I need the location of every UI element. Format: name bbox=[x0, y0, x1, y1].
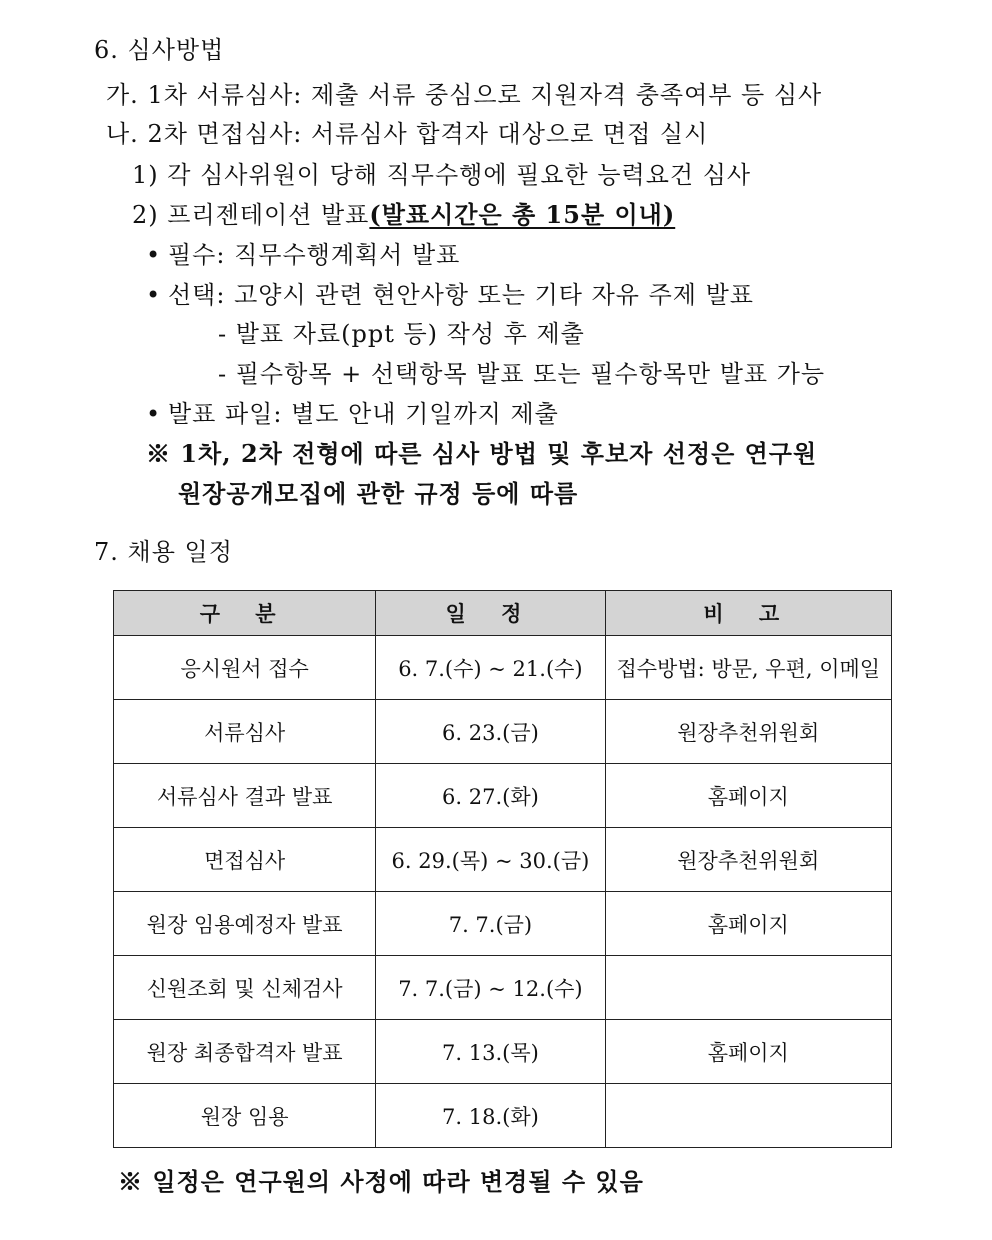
row-item: 서류심사 결과 발표 bbox=[114, 764, 376, 828]
bullet-icon: • bbox=[146, 241, 162, 269]
bullet-text: 선택: 고양시 관련 현안사항 또는 기타 자유 주제 발표 bbox=[168, 281, 754, 309]
row-note bbox=[605, 956, 891, 1020]
row-note: 접수방법: 방문, 우편, 이메일 bbox=[605, 636, 891, 700]
table-header-row bbox=[114, 591, 892, 636]
section6-sub1: 1) 각 심사위원이 당해 직무수행에 필요한 능력요건 심사 bbox=[132, 161, 752, 189]
table-row bbox=[114, 1020, 892, 1084]
section6-sub2 bbox=[132, 199, 675, 231]
section6-note-line1: ※ 1차, 2차 전형에 따른 심사 방법 및 후보자 선정은 연구원 bbox=[146, 439, 818, 468]
row-note bbox=[605, 1084, 891, 1148]
bullet-text: 발표 파일: 별도 안내 기일까지 제출 bbox=[168, 400, 559, 428]
row-schedule: 6. 29.(목) ~ 30.(금) bbox=[376, 828, 605, 892]
header-category: 구 분 bbox=[114, 591, 376, 636]
row-item: 원장 임용 bbox=[114, 1084, 376, 1148]
table-row bbox=[114, 636, 892, 700]
dash-item: - 필수항목 + 선택항목 발표 또는 필수항목만 발표 가능 bbox=[218, 360, 826, 388]
row-schedule: 6. 7.(수) ~ 21.(수) bbox=[376, 636, 605, 700]
section7-heading: 7. 채용 일정 bbox=[94, 538, 233, 566]
row-schedule: 6. 27.(화) bbox=[376, 764, 605, 828]
row-item: 면접심사 bbox=[114, 828, 376, 892]
sub2-prefix: 2) 프리젠테이션 발표 bbox=[132, 201, 370, 229]
row-schedule: 7. 7.(금) bbox=[376, 892, 605, 956]
table-row bbox=[114, 828, 892, 892]
row-item: 서류심사 bbox=[114, 700, 376, 764]
section6-item-ga: 가. 1차 서류심사: 제출 서류 중심으로 지원자격 충족여부 등 심사 bbox=[106, 81, 823, 109]
row-note: 홈페이지 bbox=[605, 892, 891, 956]
sub2-emphasis: (발표시간은 총 15분 이내) bbox=[369, 200, 676, 229]
bullet-icon: • bbox=[146, 400, 162, 428]
bullet-icon: • bbox=[146, 281, 162, 309]
header-remarks: 비 고 bbox=[605, 591, 891, 636]
bullet-item bbox=[146, 239, 460, 271]
table-row bbox=[114, 764, 892, 828]
bullet-text: 필수: 직무수행계획서 발표 bbox=[168, 241, 461, 269]
row-item: 신원조회 및 신체검사 bbox=[114, 956, 376, 1020]
section6-note-line2: 원장공개모집에 관한 규정 등에 따름 bbox=[178, 479, 579, 508]
row-item: 원장 최종합격자 발표 bbox=[114, 1020, 376, 1084]
row-schedule: 7. 7.(금) ~ 12.(수) bbox=[376, 956, 605, 1020]
row-note: 원장추천위원회 bbox=[605, 700, 891, 764]
row-schedule: 7. 18.(화) bbox=[376, 1084, 605, 1148]
schedule-table bbox=[113, 590, 892, 1148]
row-schedule: 6. 23.(금) bbox=[376, 700, 605, 764]
bullet-item bbox=[146, 279, 754, 311]
table-row bbox=[114, 1084, 892, 1148]
section7-footnote: ※ 일정은 연구원의 사정에 따라 변경될 수 있음 bbox=[118, 1167, 644, 1196]
table-row bbox=[114, 892, 892, 956]
dash-item: - 발표 자료(ppt 등) 작성 후 제출 bbox=[218, 320, 585, 348]
row-item: 응시원서 접수 bbox=[114, 636, 376, 700]
table-row bbox=[114, 700, 892, 764]
row-item: 원장 임용예정자 발표 bbox=[114, 892, 376, 956]
table-row bbox=[114, 956, 892, 1020]
row-note: 원장추천위원회 bbox=[605, 828, 891, 892]
row-note: 홈페이지 bbox=[605, 1020, 891, 1084]
bullet-item bbox=[146, 398, 559, 430]
section6-item-na: 나. 2차 면접심사: 서류심사 합격자 대상으로 면접 실시 bbox=[106, 120, 709, 148]
row-note: 홈페이지 bbox=[605, 764, 891, 828]
section6-heading: 6. 심사방법 bbox=[94, 36, 225, 64]
header-schedule: 일 정 bbox=[376, 591, 605, 636]
row-schedule: 7. 13.(목) bbox=[376, 1020, 605, 1084]
